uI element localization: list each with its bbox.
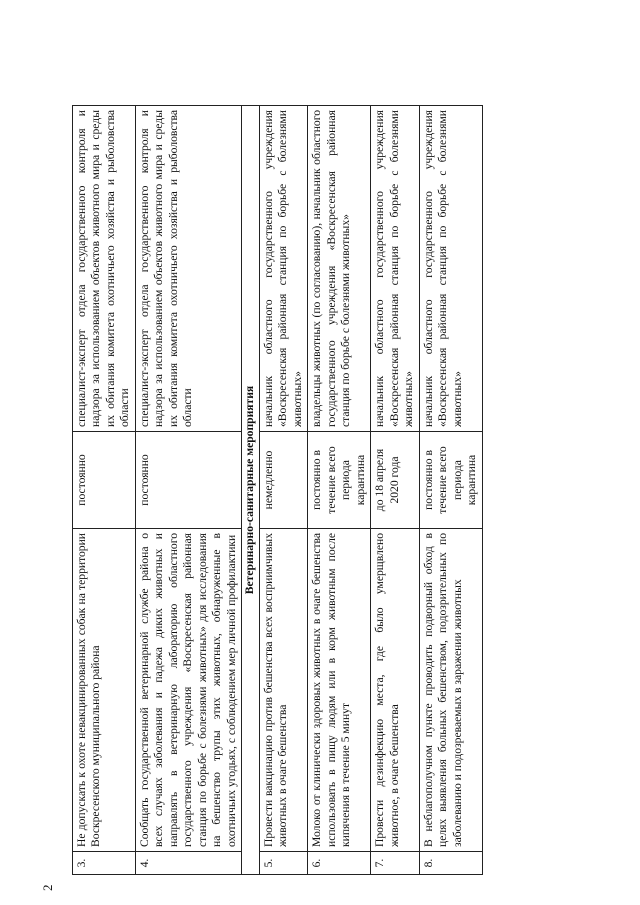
measure-responsible: начальник областного государственного учреждения «Воскресенская районная станция по борьбе с болезнями животных»: [371, 106, 419, 432]
measure-text: Сообщать государственной ветеринарной службе района о всех случаях заболевания и падежа диких животных и направлять в ветеринарную лабораторию областного государственного учреждения «Воскресенская районная станция по борьбе с болезнями животных» для исследования на бешенство трупы этих животных, обнаруженные в охотничьих угодьях, с соблюдением мер личной профилактики: [135, 529, 241, 852]
table-row: [73, 106, 136, 875]
table-row: [135, 106, 241, 875]
measures-table: [72, 105, 483, 875]
table-row: [308, 106, 371, 875]
rotated-page: [72, 105, 592, 875]
page-number: 2: [40, 884, 55, 891]
measure-term: постоянно: [135, 432, 241, 529]
row-number: 8.: [419, 852, 482, 875]
row-number: 3.: [73, 852, 136, 875]
table-row: [259, 106, 307, 875]
measure-responsible: начальник областного государственного учреждения «Воскресенская районная станция по борьбе с болезнями животных»: [259, 106, 307, 432]
measure-term: постоянно в течение всего периода карантина: [308, 432, 371, 529]
measure-responsible: начальник областного государственного учреждения «Воскресенская районная станция по борьбе с болезнями животных»: [419, 106, 482, 432]
measure-responsible: специалист-эксперт отдела государственного контроля и надзора за использованием объектов животного мира и среды их обитания комитета охотничьего хозяйства и рыболовства области: [73, 106, 136, 432]
measure-text: Провести вакцинацию против бешенства всех восприимчивых животных в очаге бешенства: [259, 529, 307, 852]
section-row: [242, 106, 259, 875]
measure-text: Не допускать к охоте невакцинированных собак на территории Воскресенского муниципального района: [73, 529, 136, 852]
table-row: [371, 106, 419, 875]
row-number: 7.: [371, 852, 419, 875]
measure-term: постоянно в течение всего периода карантина: [419, 432, 482, 529]
measure-term: постоянно: [73, 432, 136, 529]
measure-responsible: специалист-эксперт отдела государственного контроля и надзора за использованием объектов животного мира и среды их обитания комитета охотничьего хозяйства и рыболовства области: [135, 106, 241, 432]
row-number: 4.: [135, 852, 241, 875]
measure-term: немедленно: [259, 432, 307, 529]
measure-text: Молоко от клинически здоровых животных в очаге бешенства использовать в пищу людям или в корм животным после кипячения в течение 5 минут: [308, 529, 371, 852]
measure-term: до 18 апреля 2020 года: [371, 432, 419, 529]
measure-text: Провести дезинфекцию места, где было умерщвлено животное, в очаге бешенства: [371, 529, 419, 852]
measure-responsible: владельцы животных (по согласованию), начальник областного государственного учреждения «Воскресенская районная станция по борьбе с болезнями животных»: [308, 106, 371, 432]
table-row: [419, 106, 482, 875]
section-title: Ветеринарно-санитарные мероприятия: [242, 106, 259, 875]
row-number: 5.: [259, 852, 307, 875]
measure-text: В неблагополучном пункте проводить подворный обход в целях выявления больных бешенством, подозрительных по заболеванию и подозреваемых в заражении животных: [419, 529, 482, 852]
row-number: 6.: [308, 852, 371, 875]
